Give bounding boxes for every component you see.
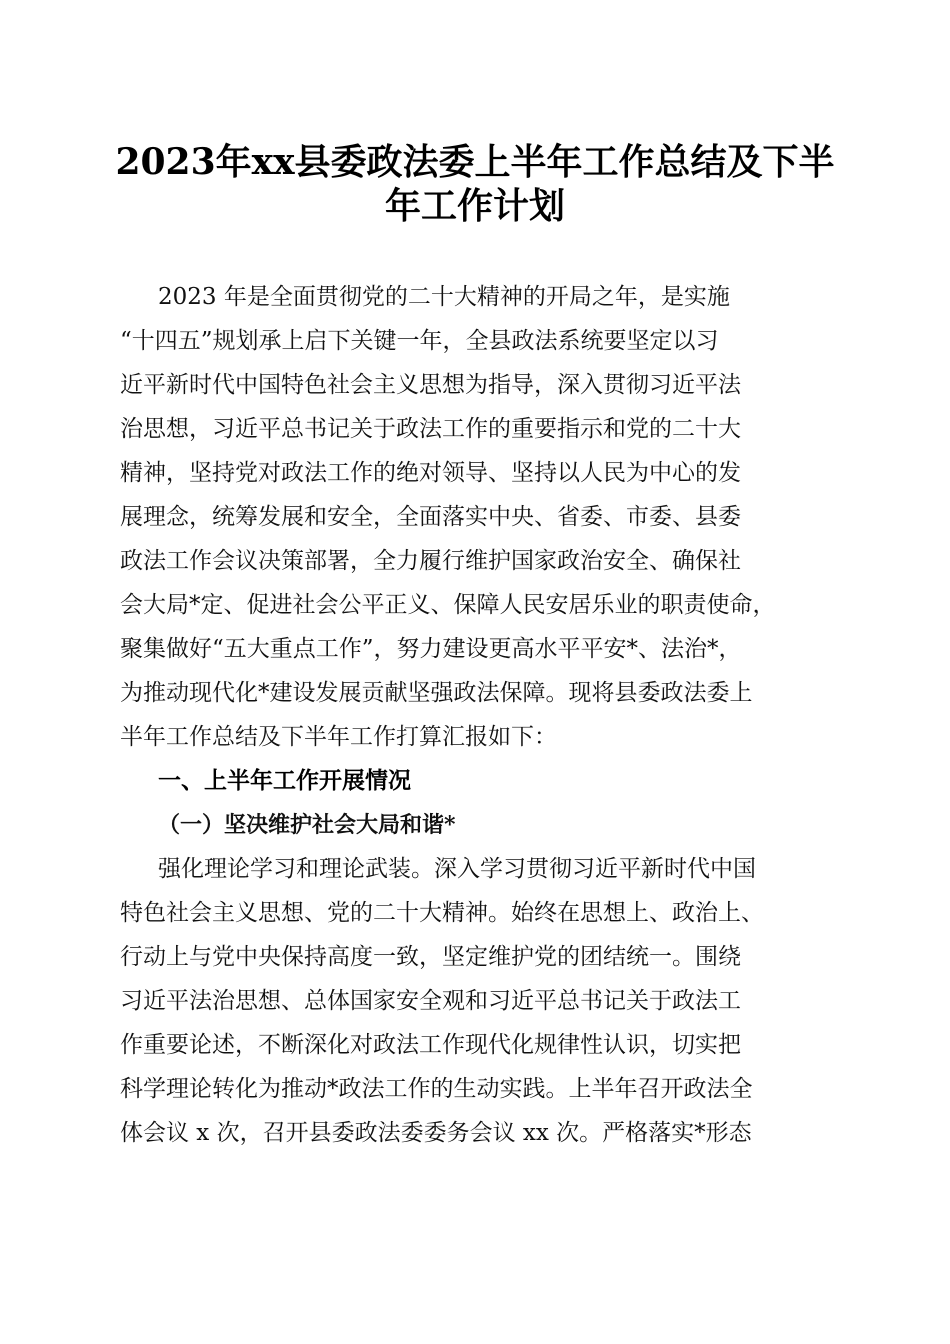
section-heading: 一、上半年工作开展情况 (158, 768, 411, 794)
body-paragraph-line: 作重要论述，不断深化对政法工作现代化规律性认识，切实把 (120, 1032, 741, 1058)
intro-paragraph-line: 展理念，统筹发展和安全，全面落实中央、省委、市委、县委 (120, 504, 741, 530)
intro-paragraph-line: 精神，坚持党对政法工作的绝对领导、坚持以人民为中心的发 (120, 460, 741, 486)
body-paragraph-line: 特色社会主义思想、党的二十大精神。始终在思想上、政治上、 (120, 900, 764, 926)
body-paragraph-line: 习近平法治思想、总体国家安全观和习近平总书记关于政法工 (120, 988, 741, 1014)
body-paragraph-line: 行动上与党中央保持高度一致，坚定维护党的团结统一。围绕 (120, 944, 741, 970)
intro-paragraph-line: 会大局*定、促进社会公平正义、保障人民安居乐业的职责使命， (120, 592, 776, 618)
intro-paragraph-line: 2023 年是全面贯彻党的二十大精神的开局之年，是实施 (158, 284, 730, 310)
document-title-line-2: 年工作计划 (384, 185, 565, 227)
intro-paragraph-line: “十四五”规划承上启下关键一年，全县政法系统要坚定以习 (120, 328, 719, 354)
intro-paragraph-line: 半年工作总结及下半年工作打算汇报如下： (120, 724, 557, 750)
document-title-line-1: 2023年xx县委政法委上半年工作总结及下半 (115, 141, 835, 183)
body-paragraph-line: 科学理论转化为推动*政法工作的生动实践。上半年召开政法全 (120, 1076, 753, 1102)
intro-paragraph-line: 政法工作会议决策部署，全力履行维护国家政治安全、确保社 (120, 548, 741, 574)
subsection-heading: （一）坚决维护社会大局和谐* (158, 812, 456, 838)
intro-paragraph-line: 为推动现代化*建设发展贡献坚强政法保障。现将县委政法委上 (120, 680, 753, 706)
intro-paragraph-line: 治思想，习近平总书记关于政法工作的重要指示和党的二十大 (120, 416, 741, 442)
intro-paragraph-line: 近平新时代中国特色社会主义思想为指导，深入贯彻习近平法 (120, 372, 741, 398)
body-paragraph-line: 强化理论学习和理论武装。深入学习贯彻习近平新时代中国 (158, 856, 756, 882)
intro-paragraph-line: 聚集做好“五大重点工作”，努力建设更高水平平安*、法治*， (120, 636, 742, 662)
body-paragraph-line: 体会议 x 次，召开县委政法委委务会议 xx 次。严格落实*形态 (120, 1120, 752, 1146)
